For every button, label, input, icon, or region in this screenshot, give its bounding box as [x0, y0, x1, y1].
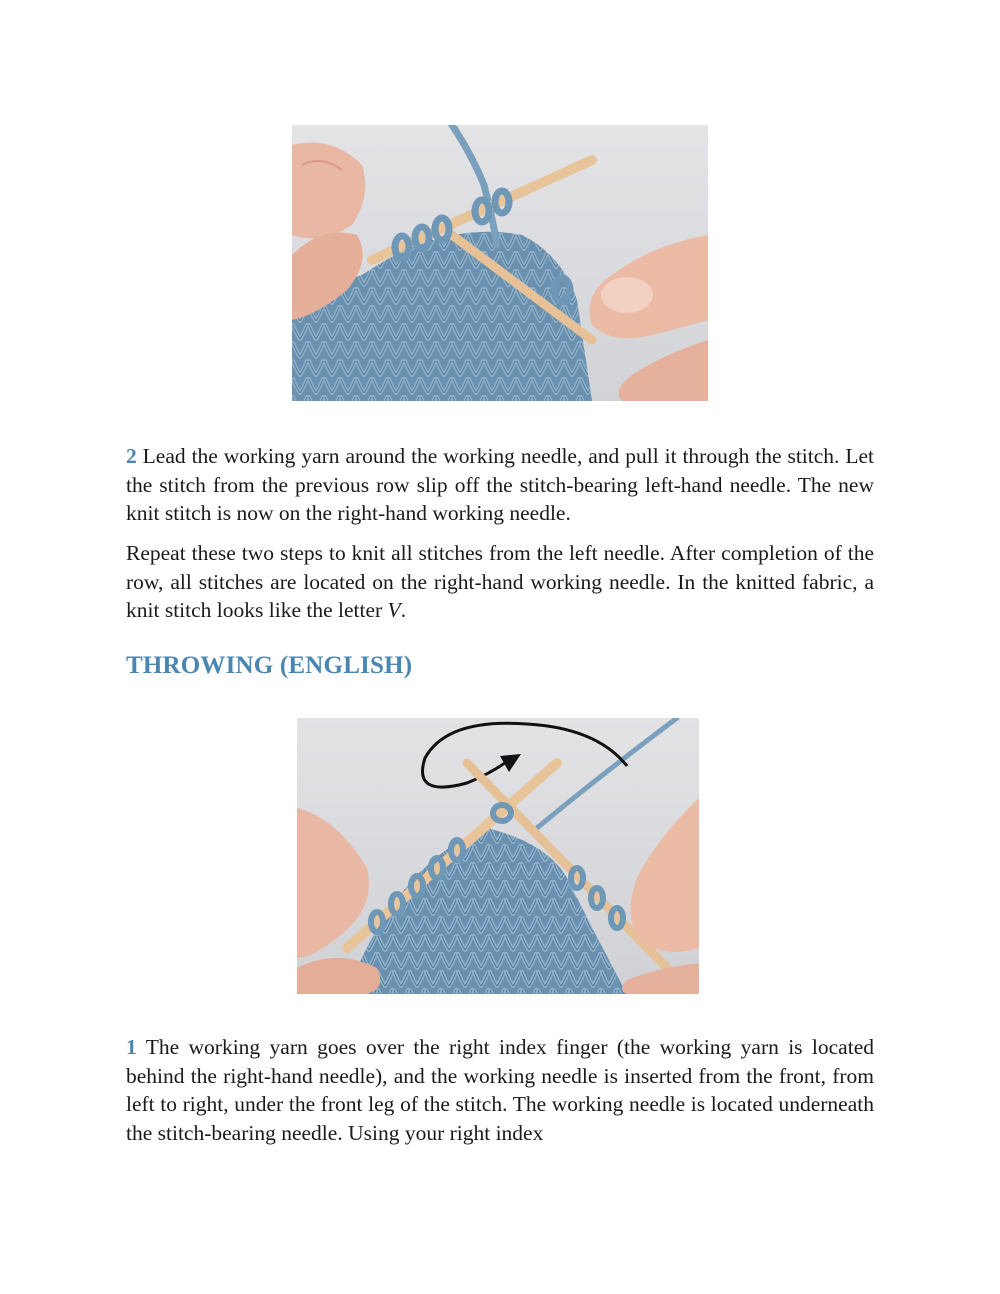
letter-v: V — [387, 598, 401, 623]
step-number: 2 — [126, 444, 137, 468]
repeat-end: . — [400, 598, 407, 623]
step-1-paragraph — [126, 1033, 874, 1147]
repeat-paragraph — [126, 539, 874, 625]
repeat-text: Repeat these two steps to knit all stitches from the left needle. After completion of the row, all stitches are located on the right-hand working needle. In the knitted fabric, a knit stitch looks like the letter — [126, 541, 874, 623]
step-1-text: The working yarn goes over the right index finger (the working yarn is located behind the right-hand needle), and the working needle is inserted from the front, from left to right, under the front leg of the stitch. The working needle is located underneath the stitch-bearing needle. Using your right index — [126, 1035, 874, 1145]
step-2-text: Lead the working yarn around the working needle, and pull it through the stitch. Let the stitch from the previous row slip off the stitch-bearing left-hand needle. The new knit stitch is now on the right-hand working needle. — [126, 444, 874, 526]
knitting-step-2-photo — [292, 125, 708, 401]
throwing-step-1-photo — [297, 718, 699, 994]
step-2-paragraph — [126, 442, 874, 528]
step-number: 1 — [126, 1035, 137, 1059]
section-heading: THROWING (ENGLISH) — [126, 652, 413, 679]
